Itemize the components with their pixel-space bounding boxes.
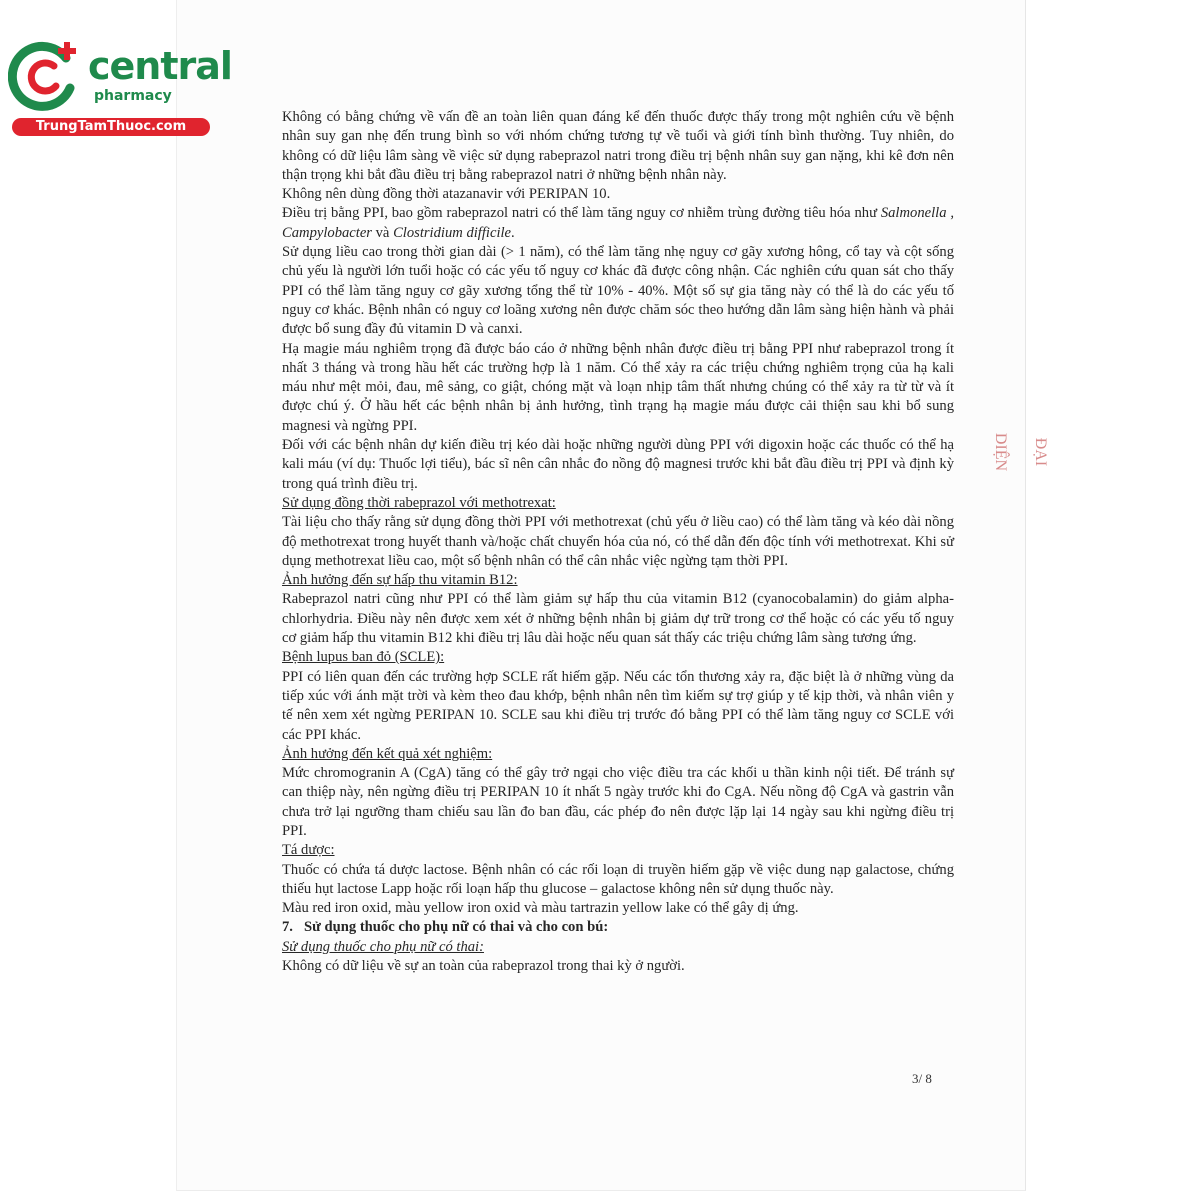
page-number: 3/ 8	[912, 1071, 932, 1086]
pharmacy-logo-icon	[8, 36, 88, 116]
paragraph-fracture: Sử dụng liều cao trong thời gian dài (> 1 năm), có thể làm tăng nhẹ nguy cơ gãy xương hông, cổ tay và cột sống chủ yếu là người lớn tuổi hoặc có các yếu tố nguy cơ khác đã được công nhận. Các nghiên cứu quan sát cho thấy PPI có thể làm tăng nguy cơ gãy xương tổng thể từ 10% - 40%. Một số sự gia tăng này có thể là do các yếu tố nguy cơ khác. Bệnh nhân có nguy cơ loãng xương nên được chăm sóc theo hướng dẫn lâm sàng hiện hành và phải được bổ sung đầy đủ vitamin D và canxi.	[282, 244, 954, 338]
document-body	[282, 108, 954, 976]
paragraph-infection	[282, 204, 954, 243]
paragraph-colorants: Màu red iron oxid, màu yellow iron oxid và màu tartrazin yellow lake có thể gây dị ứng.	[282, 900, 799, 917]
section-number: 7.	[282, 919, 293, 936]
brand-subtitle: pharmacy	[94, 88, 172, 104]
paragraph-lupus: PPI có liên quan đến các trường hợp SCLE rất hiếm gặp. Nếu các tổn thương xảy ra, đặc biệt là ở những vùng da tiếp xúc với ánh mặt trời và kèm theo đau khớp, bệnh nhân nên tìm kiếm sự trợ giúp y tế kịp thời, và nhân viên y tế nên xem xét ngừng PERIPAN 10. SCLE sau khi điều trị trước đó bằng PPI có thể làm tăng nguy cơ SCLE với các PPI khác.	[282, 668, 954, 743]
section-title: Sử dụng thuốc cho phụ nữ có thai và cho con bú:	[304, 919, 609, 936]
site-badge[interactable]: TrungTamThuoc.com	[12, 118, 210, 136]
paragraph-methotrexat: Tài liệu cho thấy rằng sử dụng đồng thời PPI với methotrexat (chủ yếu ở liều cao) có thể làm tăng và kéo dài nồng độ methotrexat trong huyết thanh và/hoặc chất chuyển hóa của nó, có thể dẫn đến độc tính với methotrexat. Khi sử dụng methotrexat liều cao, một số bệnh nhân có thể cân nhắc việc ngừng tạm thời PPI.	[282, 514, 954, 569]
central-pharmacy-logo[interactable]	[8, 36, 232, 136]
paragraph-b12: Rabeprazol natri cũng như PPI có thể làm giảm sự hấp thu của vitamin B12 (cyanocobalamin) do giảm alpha-chlorhydria. Điều này nên được xem xét ở những bệnh nhân bị giảm dự trữ trong cơ thể hoặc có các yếu tố nguy cơ giảm hấp thu vitamin B12 khi điều trị lâu dài hoặc nếu quan sát thấy các triệu chứng lâm sàng tương ứng.	[282, 591, 954, 647]
paragraph-excipients: Thuốc có chứa tá dược lactose. Bệnh nhân có các rối loạn di truyền hiếm gặp về việc dung nạp galactose, chứng thiếu hụt lactose Lapp hoặc rối loạn hấp thu glucose – galactose không nên sử dụng thuốc này.	[282, 861, 954, 897]
paragraph-pregnancy: Không có dữ liệu về sự an toàn của rabeprazol trong thai kỳ ở người.	[282, 958, 685, 975]
heading-lupus: Bệnh lupus ban đỏ (SCLE):	[282, 649, 445, 666]
paragraph-lab-tests: Mức chromogranin A (CgA) tăng có thể gây trở ngại cho việc điều tra các khối u thần kinh nội tiết. Để tránh sự can thiệp này, nên ngừng điều trị PERIPAN 10 ít nhất 5 ngày trước khi đo CgA. Nếu nồng độ CgA và gastrin vẫn chưa trở lại ngưỡng tham chiếu sau lần đo ban đầu, các phép đo nên được lặp lại 14 ngày sau khi ngừng điều trị PPI.	[282, 765, 954, 839]
paragraph-digoxin: Đối với các bệnh nhân dự kiến điều trị kéo dài hoặc những người dùng PPI với digoxin hoặc các thuốc có thể hạ kali máu (ví dụ: Thuốc lợi tiểu), bác sĩ nên cân nhắc đo nồng độ magnesi trước khi bắt đầu điều trị PPI và định kỳ trong quá trình điều trị.	[282, 437, 954, 492]
heading-b12: Ảnh hưởng đến sự hấp thu vitamin B12:	[282, 572, 518, 589]
stamp-text: ĐẠI DIỆN	[992, 432, 1049, 472]
heading-excipients: Tá dược:	[282, 842, 335, 859]
text: và	[371, 224, 394, 241]
organism-name: Clostridium difficile	[393, 224, 512, 241]
paragraph-atazanavir: Không nên dùng đồng thời atazanavir với PERIPAN 10.	[282, 186, 611, 203]
text: .	[511, 224, 515, 241]
brand-name: central	[88, 44, 232, 88]
text: Điều trị bằng PPI, bao gồm rabeprazol natri có thể làm tăng nguy cơ nhiễm trùng đường tiêu hóa như	[282, 205, 881, 222]
section-7-heading	[282, 918, 954, 937]
heading-lab-tests: Ảnh hưởng đến kết quả xét nghiệm:	[282, 745, 493, 762]
paragraph-magnesium: Hạ magie máu nghiêm trọng đã được báo cáo ở những bệnh nhân được điều trị bằng PPI như rabeprazol trong ít nhất 3 tháng và trong hầu hết các trường hợp là 1 năm. Có thể xảy ra các triệu chứng nghiêm trọng của hạ kali máu như mệt mỏi, đau, mê sảng, co giật, chóng mặt và loạn nhịp tâm thất nhưng chúng có thể xảy ra từ từ và ít được chú ý. Ở hầu hết các bệnh nhân bị ảnh hưởng, tình trạng hạ magie máu được cải thiện sau khi bổ sung magnesi và ngừng PPI.	[282, 340, 954, 434]
heading-methotrexat: Sử dụng đồng thời rabeprazol với methotrexat:	[282, 494, 556, 511]
heading-pregnancy: Sử dụng thuốc cho phụ nữ có thai:	[282, 938, 484, 955]
margin-stamp	[992, 412, 1049, 572]
organism-names: Salmonella , Campylobacter	[282, 205, 954, 241]
paragraph-liver: Không có bằng chứng về vấn đề an toàn liên quan đáng kể đến thuốc được thấy trong một nghiên cứu về bệnh nhân suy gan nhẹ đến trung bình so với nhóm chứng tương tự về tuổi và giới tính bình thường. Tuy nhiên, do không có dữ liệu lâm sàng về việc sử dụng rabeprazol natri trong điều trị bệnh nhân suy gan nặng, khi kê đơn nên thận trọng khi bắt đầu điều trị bằng rabeprazol natri ở những bệnh nhân này.	[282, 109, 954, 183]
